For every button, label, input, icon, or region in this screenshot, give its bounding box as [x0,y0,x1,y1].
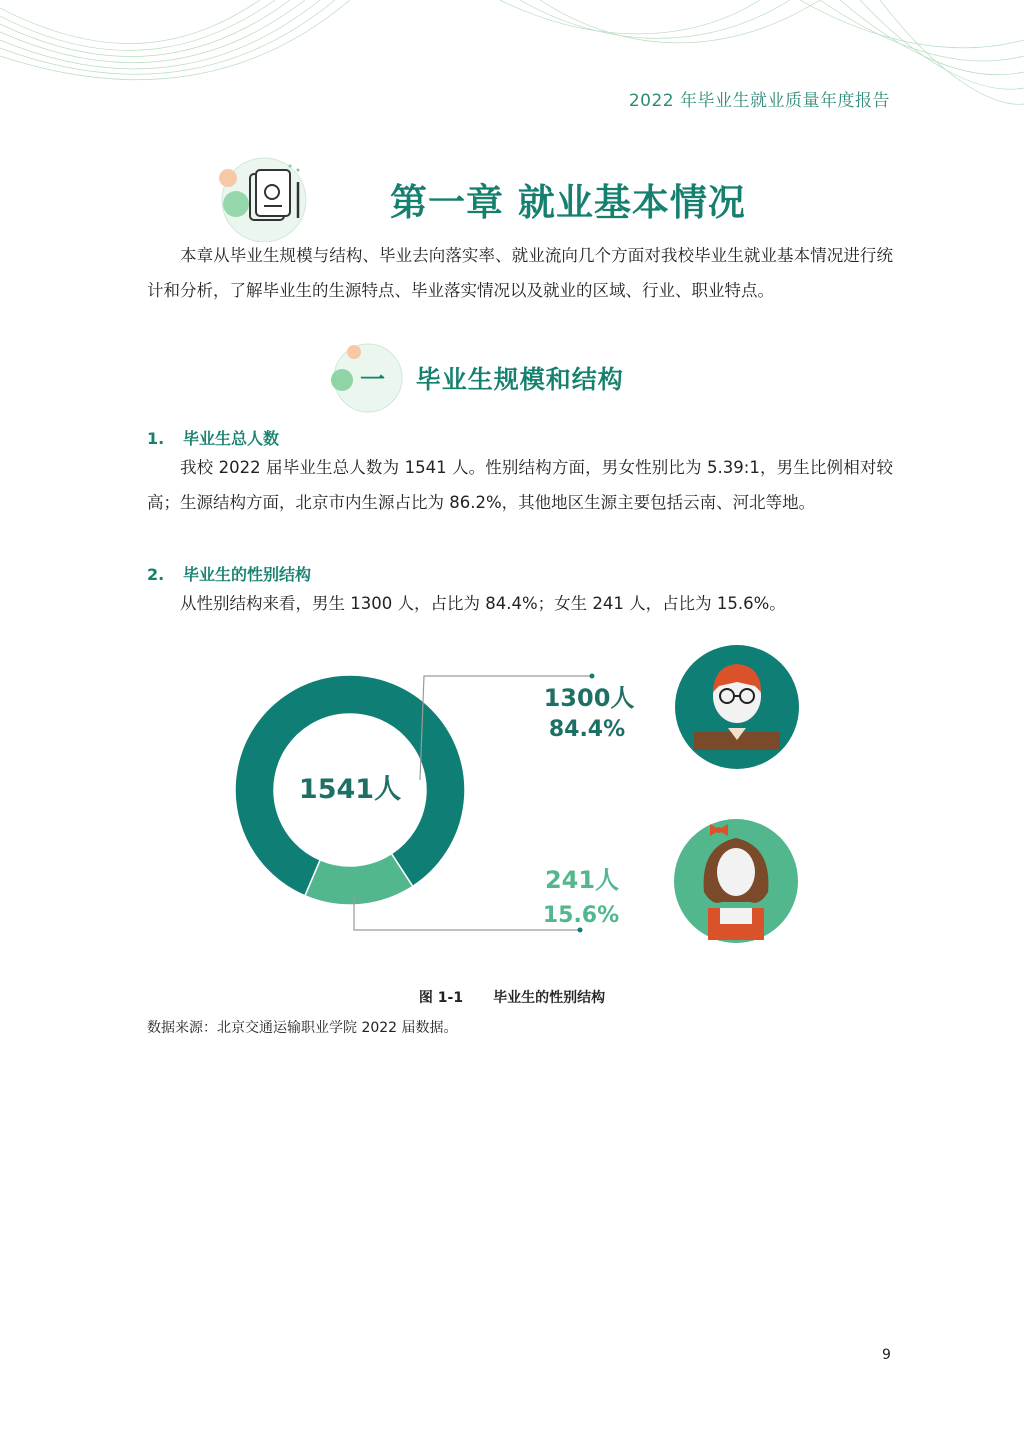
male-avatar-icon [675,645,799,769]
female-avatar-icon [674,819,798,943]
donut-slice-female [305,854,413,905]
figure-title: 毕业生的性别结构 [493,990,606,1006]
figure-number: 图 1-1 [418,990,464,1006]
notebook-icon [214,152,314,242]
section-number: 一 [360,365,387,394]
running-header-title: 2022 年毕业生就业质量年度报告 [628,91,890,111]
female-count-label: 241人 [544,866,620,894]
section-title-text: 毕业生规模和结构 [415,365,624,394]
female-percent-label: 15.6% [542,903,620,928]
leader-dot-male [590,674,595,679]
decorative-wave-lines [0,0,1024,140]
figure-caption [0,987,1024,1007]
male-percent-label: 84.4% [548,717,626,742]
chapter-intro-paragraph: 本章从毕业生规模与结构、毕业去向落实率、就业流向几个方面对我校毕业生就业基本情况进行统计和分析，了解毕业生的生源特点、毕业落实情况以及就业的区域、行业、职业特点。 [147,246,893,300]
subsection-heading-2 [147,562,311,585]
page-number: 9 [882,1347,891,1363]
data-source-note: 数据来源：北京交通运输职业学院 2022 届数据。 [147,1020,458,1036]
chapter-title: 第一章 就业基本情况 [390,180,746,224]
subsection-heading-1 [147,426,279,449]
donut-center-label: 1541人 [298,774,402,805]
male-count-label: 1300人 [543,684,635,712]
subsection-paragraph-1: 我校 2022 届毕业生总人数为 1541 人。性别结构方面，男女性别比为 5.39:1，男生比例相对较高；生源结构方面，北京市内生源占比为 86.2%，其他地区生源主要包括云南、河北等地。 [147,458,893,512]
subsection-title: 毕业生的性别结构 [183,565,312,584]
subsection-title: 毕业生总人数 [183,429,280,448]
subsection-number: 1. [147,429,165,448]
leader-dot-female [578,928,583,933]
subsection-paragraph-2: 从性别结构来看，男生 1300 人，占比为 84.4%；女生 241 人，占比为 15.6%。 [180,594,786,613]
gender-structure-donut-chart [220,640,820,960]
section-heading [360,360,624,396]
subsection-number: 2. [147,565,165,584]
